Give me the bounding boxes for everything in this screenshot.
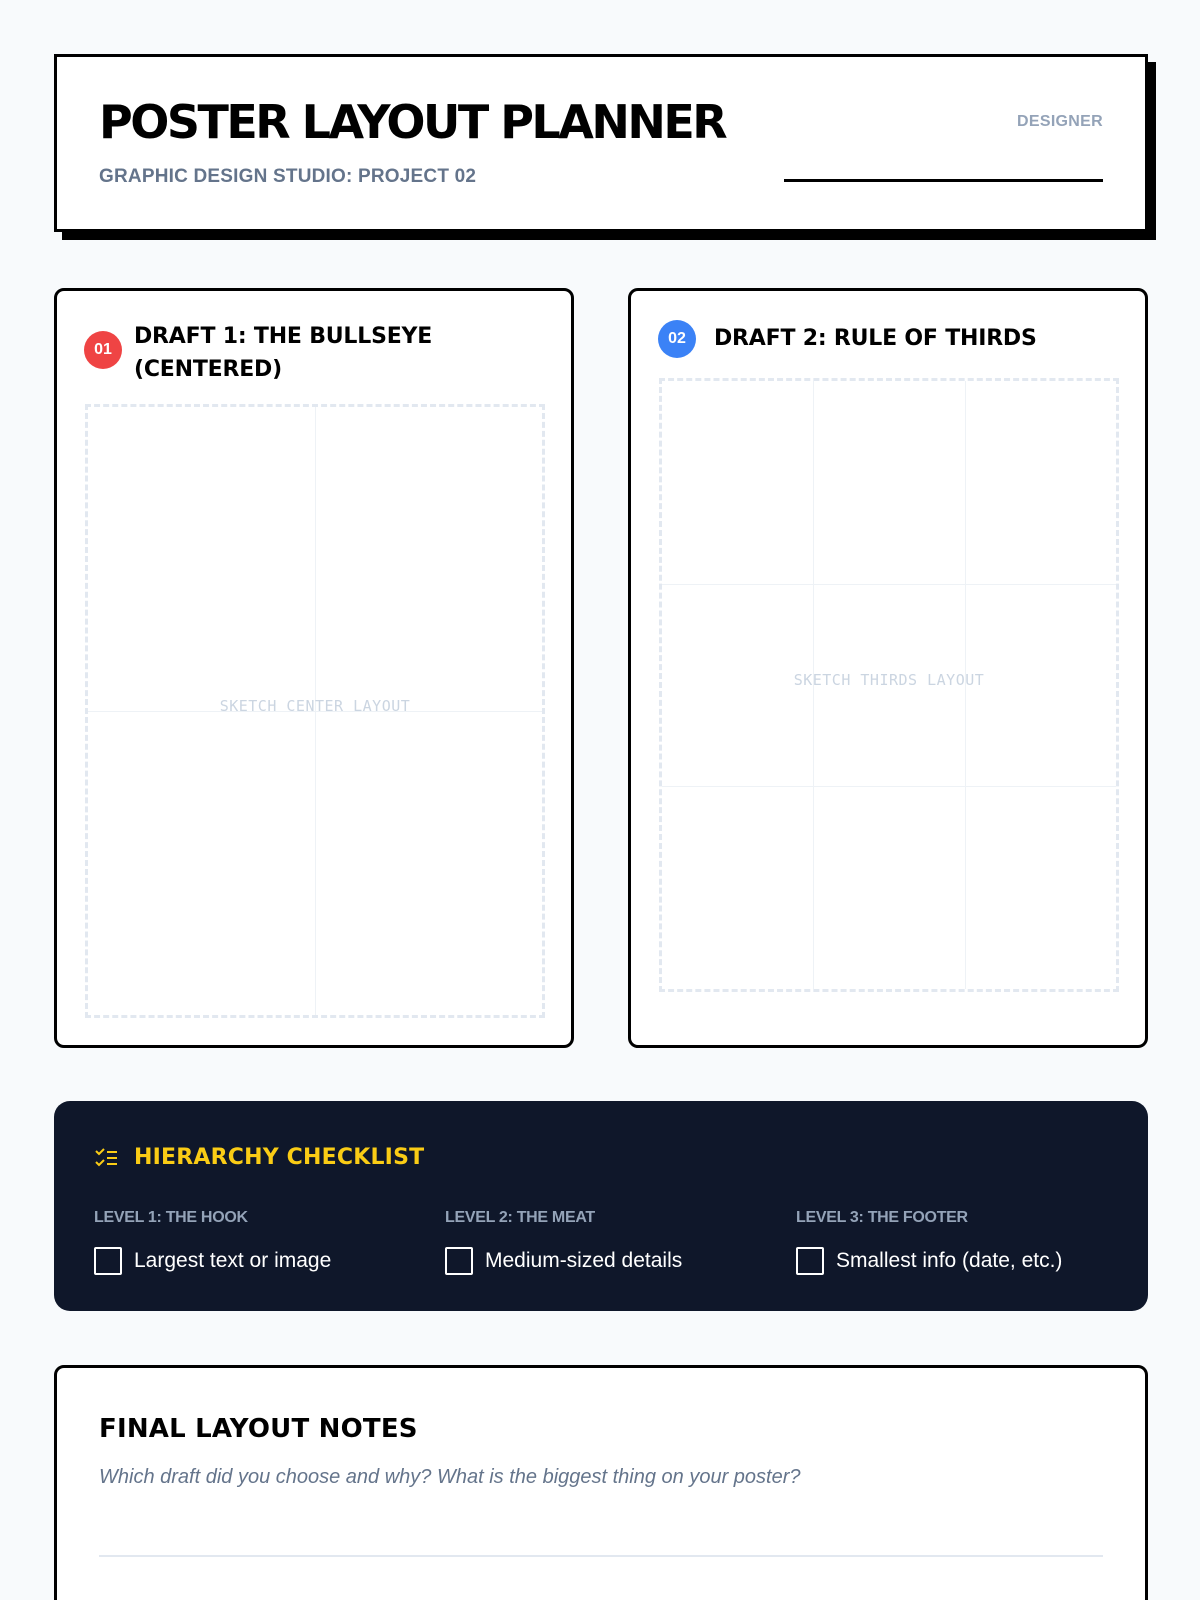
level-label: LEVEL 3: THE FOOTER [796,1209,968,1226]
draft-number-badge: 01 [84,331,122,369]
checklist-level-2 [445,1209,785,1275]
checklist-item[interactable] [796,1247,1136,1275]
level-label: LEVEL 2: THE MEAT [445,1209,595,1226]
checklist-item[interactable] [94,1247,434,1275]
checklist-item[interactable] [445,1247,785,1275]
checklist-item-text: Medium-sized details [485,1249,683,1272]
hierarchy-checklist [54,1101,1148,1311]
checklist-item-text: Largest text or image [134,1249,332,1272]
draft-card-1 [54,288,574,1048]
checkbox[interactable] [94,1247,122,1275]
notes-writing-line[interactable] [99,1555,1103,1557]
grid-line-horizontal [662,786,1116,787]
notes-prompt: Which draft did you choose and why? What is the biggest thing on your poster? [99,1466,801,1488]
notes-card [54,1365,1148,1600]
checkbox[interactable] [445,1247,473,1275]
checklist-icon [94,1147,118,1169]
checklist-level-1 [94,1209,434,1275]
checkbox[interactable] [796,1247,824,1275]
sketch-area-thirds[interactable] [659,378,1119,992]
page-title: POSTER LAYOUT PLANNER [99,95,726,149]
draft-title: DRAFT 1: THE BULLSEYE (CENTERED) [134,324,433,382]
level-label: LEVEL 1: THE HOOK [94,1209,248,1226]
designer-label: DESIGNER [1017,113,1103,130]
notes-title: FINAL LAYOUT NOTES [99,1414,418,1444]
sketch-label: SKETCH THIRDS LAYOUT [793,671,985,689]
header-card [54,54,1148,232]
draft-title: DRAFT 2: RULE OF THIRDS [714,326,1037,351]
draft-number-badge: 02 [658,320,696,358]
page-subtitle: GRAPHIC DESIGN STUDIO: PROJECT 02 [99,166,477,187]
sketch-label: SKETCH CENTER LAYOUT [219,697,411,715]
designer-name-field[interactable] [784,179,1103,182]
checklist-level-3 [796,1209,1136,1275]
sketch-area-center[interactable] [85,404,545,1018]
checklist-title: HIERARCHY CHECKLIST [134,1145,425,1170]
checklist-item-text: Smallest info (date, etc.) [836,1249,1063,1272]
grid-line-horizontal [662,584,1116,585]
draft-card-2 [628,288,1148,1048]
